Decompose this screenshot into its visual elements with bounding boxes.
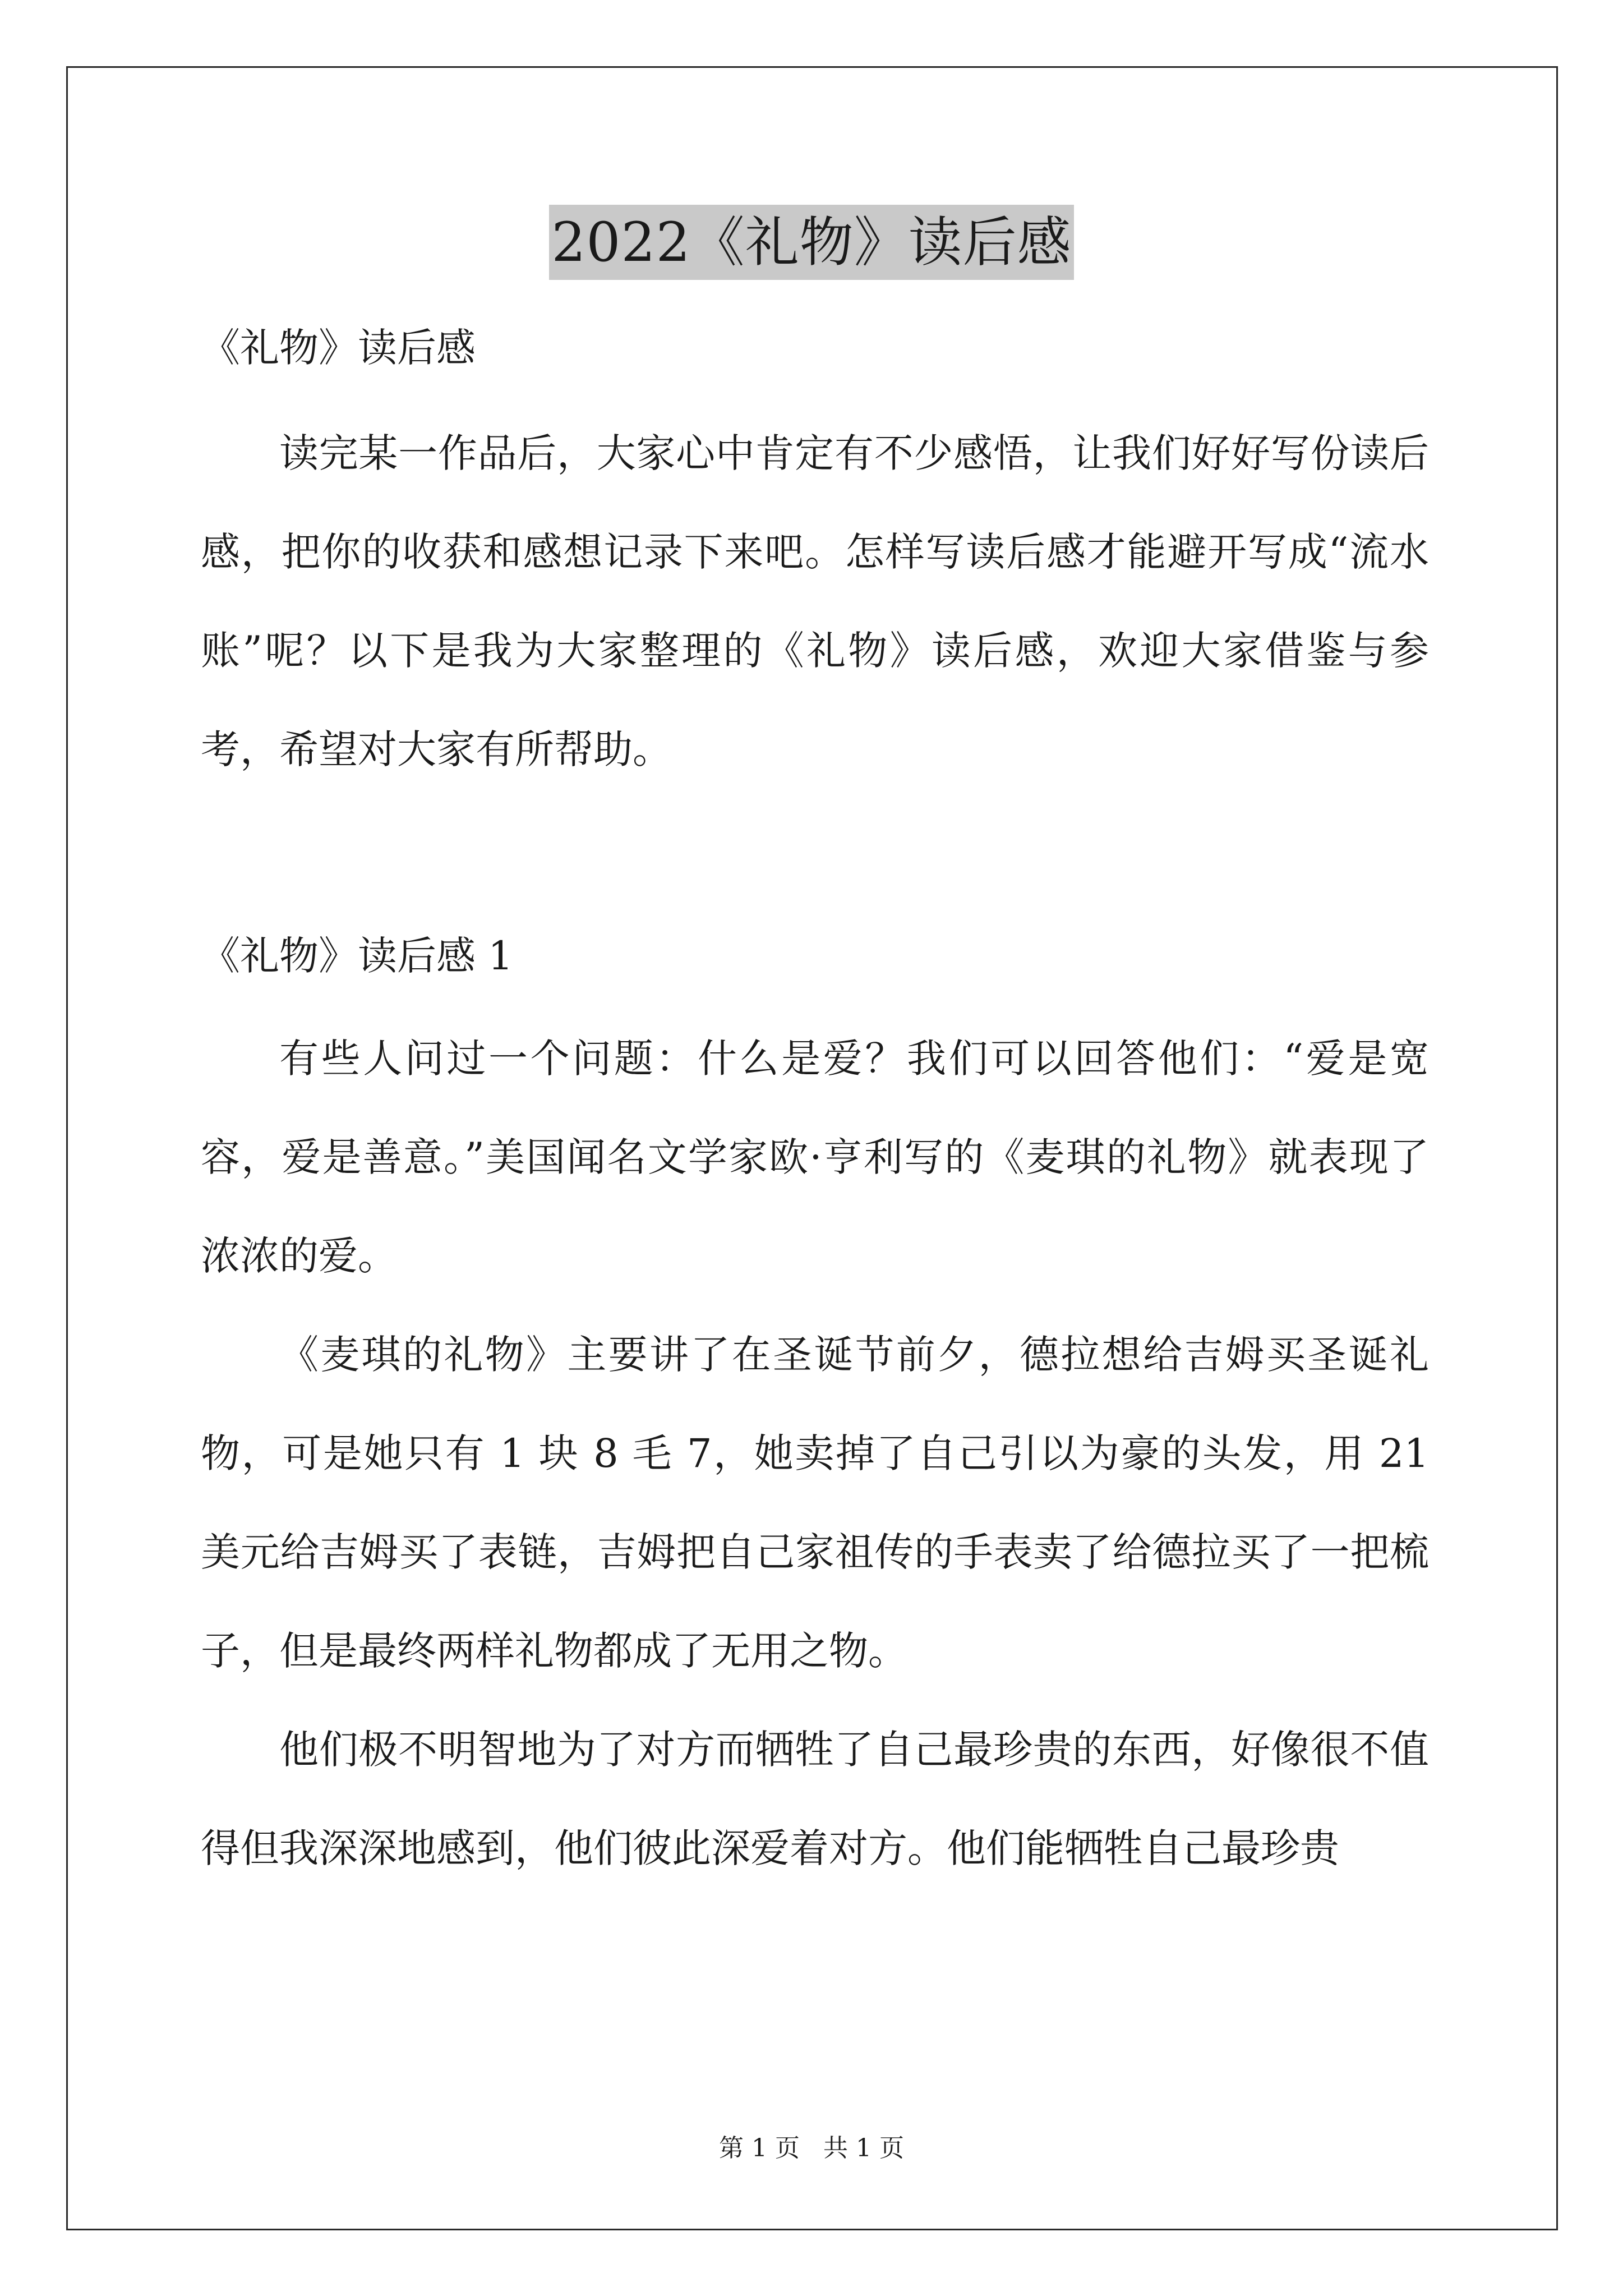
title-container	[0, 205, 1623, 280]
section-heading: 《礼物》读后感 1	[201, 933, 513, 979]
page-footer: 第 1 页 共 1 页	[719, 2134, 904, 2162]
body-paragraph: 《麦琪的礼物》主要讲了在圣诞节前夕，德拉想给吉姆买圣诞礼物，可是她只有 1 块 8 毛 7，她卖掉了自己引以为豪的头发，用 21 美元给吉姆买了表链，吉姆把自己家祖传的手表卖了给德拉买了一把梳子，但是最终两样礼物都成了无用之物。	[201, 1332, 1429, 1674]
intro-heading: 《礼物》读后感	[201, 325, 476, 371]
body-paragraph: 有些人问过一个问题：什么是爱？我们可以回答他们：“爱是宽容，爱是善意。”美国闻名文学家欧·亨利写的《麦琪的礼物》就表现了浓浓的爱。	[201, 1036, 1429, 1279]
document-title: 2022《礼物》读后感	[549, 205, 1073, 280]
body-paragraph: 他们极不明智地为了对方而牺牲了自己最珍贵的东西，好像很不值得但我深深地感到，他们彼此深爱着对方。他们能牺牲自己最珍贵	[201, 1727, 1429, 1871]
document-body	[201, 314, 1429, 1898]
intro-paragraph: 读完某一作品后，大家心中肯定有不少感悟，让我们好好写份读后感，把你的收获和感想记录下来吧。怎样写读后感才能避开写成“流水账”呢？以下是我为大家整理的《礼物》读后感，欢迎大家借鉴与参考，希望对大家有所帮助。	[201, 430, 1429, 772]
